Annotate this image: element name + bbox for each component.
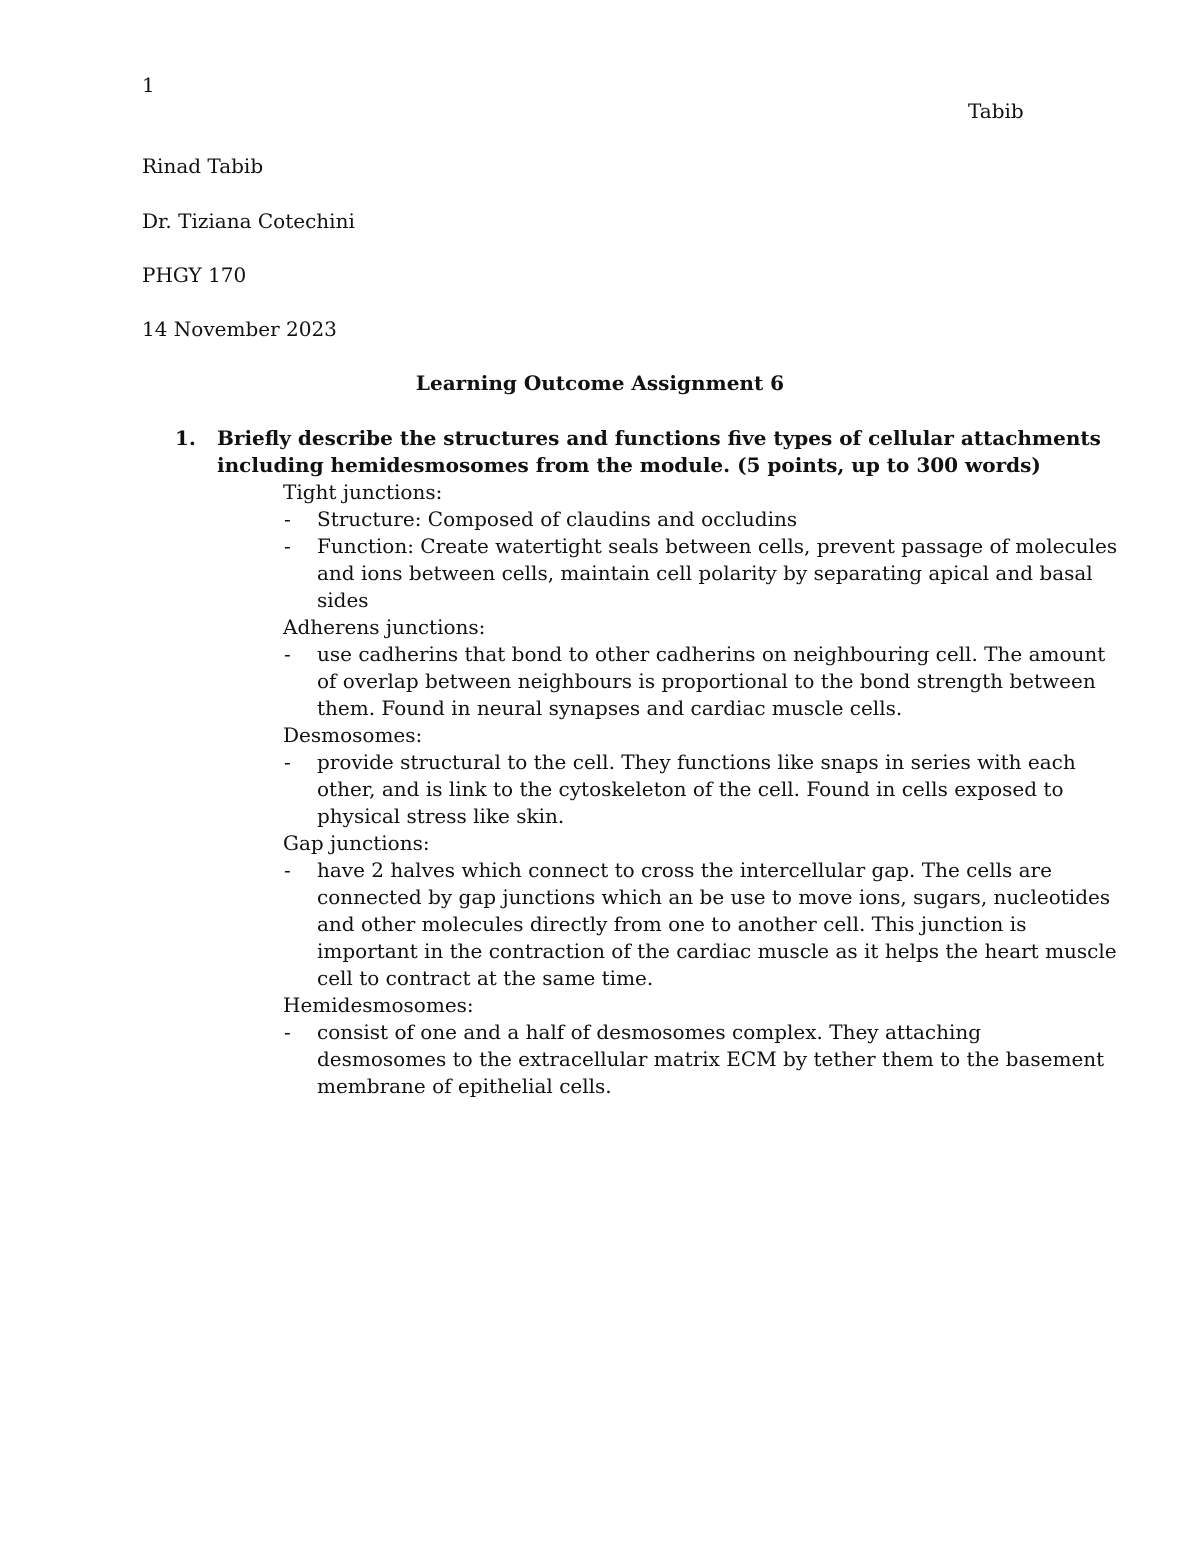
bullet-text-line: and other molecules directly from one to another cell. This junction is — [317, 912, 1027, 936]
running-head: Tabib — [968, 99, 1024, 123]
section-heading-tight-junctions: Tight junctions: — [283, 480, 443, 504]
instructor-name: Dr. Tiziana Cotechini — [142, 209, 355, 233]
bullet-text-line: other, and is link to the cytoskeleton of the cell. Found in cells exposed to — [317, 777, 1064, 801]
bullet-text-line: use cadherins that bond to other cadherins on neighbouring cell. The amount — [317, 642, 1106, 666]
bullet-text-line: connected by gap junctions which an be use to move ions, sugars, nucleotides — [317, 885, 1111, 909]
course-code: PHGY 170 — [142, 263, 247, 287]
submission-date: 14 November 2023 — [142, 317, 337, 341]
bullet-dash: - — [284, 507, 291, 531]
question-number: 1. — [175, 426, 196, 450]
bullet-text-line: provide structural to the cell. They functions like snaps in series with each — [317, 750, 1076, 774]
section-heading-hemidesmosomes: Hemidesmosomes: — [283, 993, 474, 1017]
section-heading-desmosomes: Desmosomes: — [283, 723, 423, 747]
author-name: Rinad Tabib — [142, 154, 264, 178]
bullet-text-line: them. Found in neural synapses and cardiac muscle cells. — [317, 696, 903, 720]
question-text-line: Briefly describe the structures and functions five types of cellular attachments — [217, 426, 1101, 450]
section-heading-adherens-junctions: Adherens junctions: — [283, 615, 486, 639]
bullet-text-line: important in the contraction of the cardiac muscle as it helps the heart muscle — [317, 939, 1117, 963]
bullet-dash: - — [284, 642, 291, 666]
bullet-text-line: Function: Create watertight seals between cells, prevent passage of molecules — [317, 534, 1118, 558]
bullet-text-line: consist of one and a half of desmosomes complex. They attaching — [317, 1020, 982, 1044]
bullet-dash: - — [284, 1020, 291, 1044]
bullet-dash: - — [284, 858, 291, 882]
page-number: 1 — [142, 73, 155, 97]
document-title: Learning Outcome Assignment 6 — [415, 371, 785, 395]
bullet-text-line: membrane of epithelial cells. — [317, 1074, 612, 1098]
bullet-text-line: and ions between cells, maintain cell polarity by separating apical and basal — [317, 561, 1093, 585]
bullet-text-line: Structure: Composed of claudins and occludins — [317, 507, 798, 531]
bullet-dash: - — [284, 534, 291, 558]
bullet-text-line: cell to contract at the same time. — [317, 966, 654, 990]
bullet-text-line: sides — [317, 588, 369, 612]
bullet-dash: - — [284, 750, 291, 774]
question-text-line: including hemidesmosomes from the module. (5 points, up to 300 words) — [217, 453, 1041, 477]
bullet-text-line: of overlap between neighbours is proportional to the bond strength between — [317, 669, 1096, 693]
section-heading-gap-junctions: Gap junctions: — [283, 831, 430, 855]
bullet-text-line: have 2 halves which connect to cross the intercellular gap. The cells are — [317, 858, 1052, 882]
bullet-text-line: desmosomes to the extracellular matrix ECM by tether them to the basement — [317, 1047, 1105, 1071]
bullet-text-line: physical stress like skin. — [317, 804, 565, 828]
